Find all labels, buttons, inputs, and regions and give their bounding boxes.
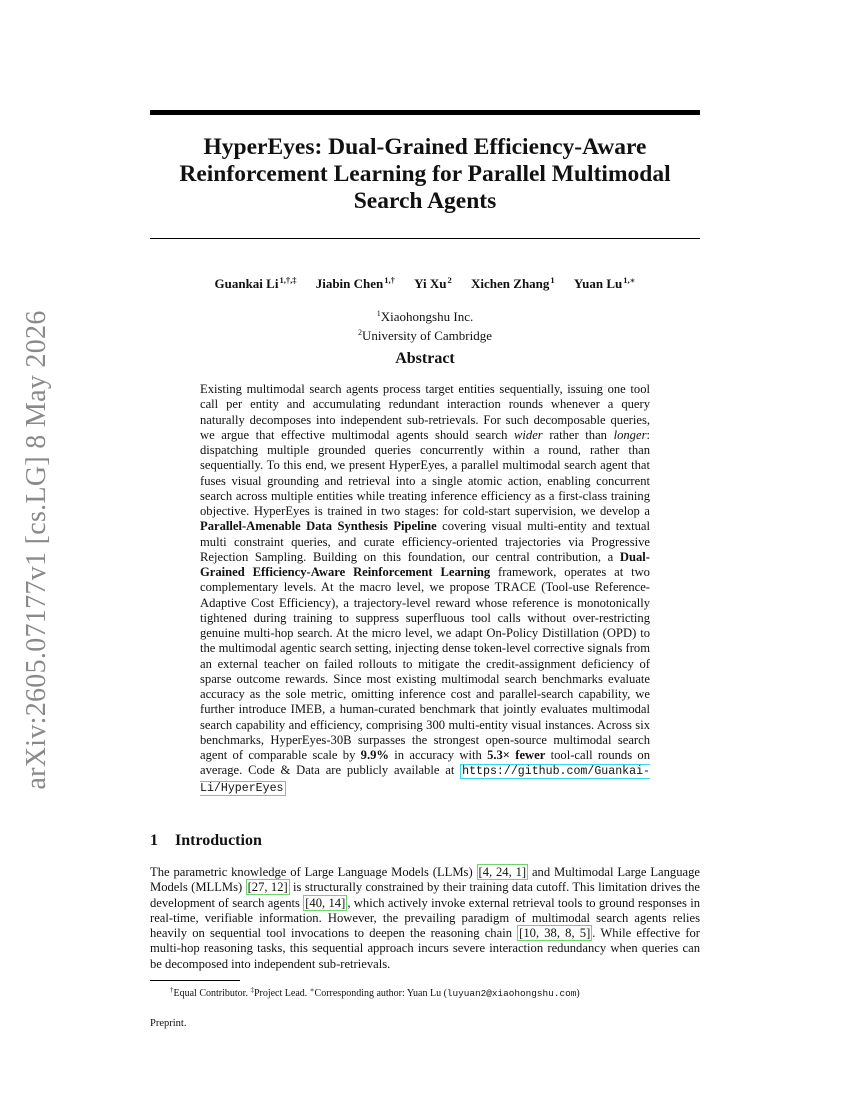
preprint-label: Preprint.	[150, 1018, 187, 1029]
title-line-1: HyperEyes: Dual-Grained Efficiency-Aware	[203, 134, 647, 160]
introduction-paragraph: The parametric knowledge of Large Language Models (LLMs) [4, 24, 1] and Multimodal Large Language Models (MLLMs) [27, 12] is structurally constrained by their training data cutoff. This limitation drives the development of search agents [40, 14] , which actively invoke external retrieval tools to ground responses in real-time, verifiable information. However, the prevailing paradigm of multimodal search agents relies heavily on sequential tool invocations to deepen the reasoning chain [10, 38, 8, 5] . While effective for multi-hop reasoning tasks, this sequential approach incurs severe interaction redundancy when queries can be decomposed into independent sub-retrievals.	[150, 865, 701, 971]
bold-pipeline: Parallel-Amenable Data Synthesis Pipeline	[200, 519, 437, 534]
paper-title	[150, 134, 700, 215]
citation-link[interactable]: [10, 38, 8, 5]	[519, 926, 591, 941]
title-bottom-rule	[150, 238, 700, 239]
emphasis-longer: longer	[613, 427, 647, 442]
bold-framework: Dual-Grained Efficiency-Aware Reinforcement Learning	[200, 549, 650, 579]
author: Yuan $Lu^{1,∗}$	[573, 275, 636, 291]
arxiv-identifier: arXiv:2605.07177v1 [cs.LG] 8 May 2026	[21, 310, 52, 790]
affiliation: $^1$Xiaohongshu Inc.	[376, 309, 474, 324]
bold-accuracy: 9.9%	[360, 748, 390, 762]
footnote: †Equal Contributor. ‡Project Lead. ∗Corresponding author: Yuan Lu (luyuan2@xiaohongshu.com)	[170, 986, 580, 999]
citation-link[interactable]: [4, 24, 1]	[478, 865, 527, 879]
citation-link[interactable]: [40, 14]	[305, 895, 346, 910]
section-heading-introduction: 1 Introduction	[150, 832, 262, 849]
abstract-heading: Abstract	[395, 350, 455, 367]
email-address[interactable]: luyuan2@xiaohongshu.com	[446, 988, 577, 999]
title-line-3: Search Agents	[353, 188, 497, 214]
affiliations	[150, 306, 700, 344]
emphasis-wider: wider	[514, 427, 543, 442]
citation-link[interactable]: [27, 12]	[247, 880, 288, 895]
bold-fewer: 5.3× fewer	[487, 748, 546, 762]
author: Yi Xu$^2$	[414, 275, 452, 291]
arxiv-sidebar	[22, 310, 52, 790]
affiliation: $^2$University of Cambridge	[358, 328, 492, 343]
github-link[interactable]: https://github.com/Guankai-Li/HyperEyes	[200, 765, 650, 795]
abstract-body: Existing multimodal search agents process target entities sequentially, issuing one tool call per entity and accumulating redundant interaction rounds whenever a query naturally decomposes into independent sub-retrievals. For such decomposable queries, we argue that effective multimodal agents should search wider rather than longer: dispatching multiple grounded queries concurrently within a round, rather than sequentially. To this end, we present HyperEyes, a parallel multimodal search agent that fuses visual grounding and retrieval into a single atomic action, enabling concurrent search across multiple entities while treating inference efficiency as a first-class training objective. HyperEyes is trained in two stages: for cold-start supervision, we develop a Parallel-Amenable Data Synthesis Pipeline covering visual multi-entity and textual multi constraint queries, and curate efficiency-oriented trajectories via Progressive Rejection Sampling. Building on this foundation, our central contribution, a Dual-Grained Efficiency-Aware Reinforcement Learning framework, operates at two complementary levels. At the macro level, we propose TRACE (Tool-use Reference-Adaptive Cost Efficiency), a trajectory-level reward whose reference is monotonically tightened during training to suppress superfluous tool calls without over-restricting genuine multi-hop search. At the micro level, we adapt On-Policy Distillation (OPD) to the multimodal agentic search setting, injecting dense token-level corrective signals from an external teacher on failed rollouts to mitigate the credit-assignment deficiency of sparse outcome rewards. Since most existing multimodal search benchmarks evaluate accuracy as the sole metric, omitting inference cost and parallel-search capability, we further introduce IMEB, a human-curated benchmark that jointly evaluates multimodal search capability and efficiency, comprising 300 multi-entity visual instances. Across six benchmarks, HyperEyes-30B surpasses the strongest open-source multimodal search agent of comparable scale by 9.9% in accuracy with 5.3× fewer tool-call rounds on average. Code & Data are publicly available at https://github.com/Guankai-Li/HyperEyes	[200, 382, 651, 795]
author-list	[150, 275, 700, 292]
footnote-rule	[150, 980, 240, 981]
author: Guankai $Li^{1,\dagger,\ddagger}$	[214, 275, 297, 291]
author: Jiabin Chen$^{1,\dagger}$	[315, 275, 395, 291]
author: Xichen Zhang$^1$	[471, 275, 555, 291]
title-line-2: Reinforcement Learning for Parallel Multimodal	[179, 161, 671, 187]
title-top-rule	[150, 110, 700, 115]
